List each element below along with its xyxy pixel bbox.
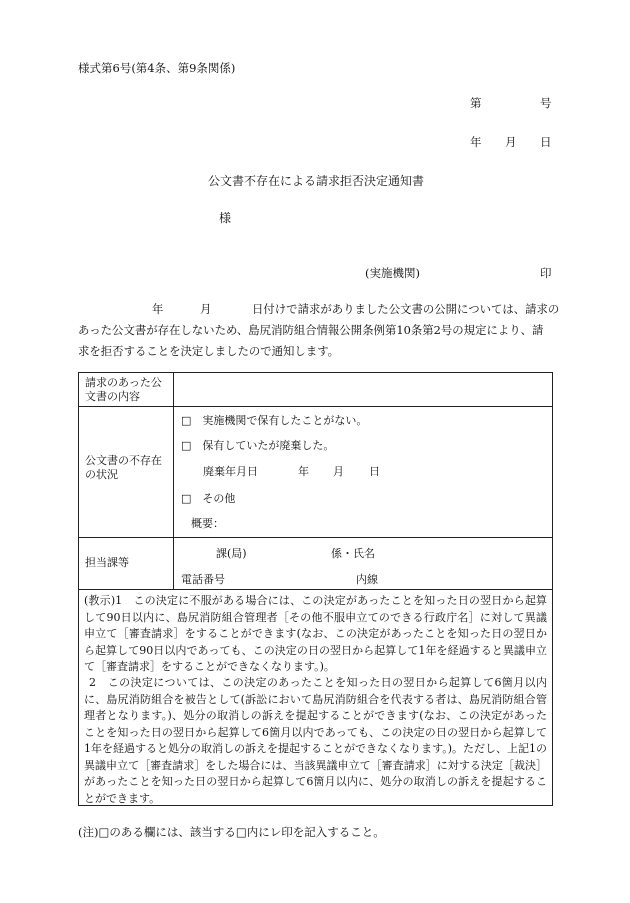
document-number-prefix: 第 bbox=[470, 96, 482, 110]
requested-document-label: 請求のあった公文書の内容 bbox=[85, 376, 162, 403]
nonexistence-status-label: 公文書の不存在の状況 bbox=[85, 454, 162, 481]
nonexistence-status-row bbox=[79, 407, 552, 538]
option-never-held[interactable]: □ 実施機関で保有したことがない。 bbox=[181, 414, 368, 427]
document-title: 公文書不存在による請求拒否決定通知書 bbox=[208, 174, 425, 188]
extension-label: 内線 bbox=[356, 573, 378, 586]
contact-row bbox=[79, 538, 552, 590]
addressee-suffix: 様 bbox=[219, 211, 232, 225]
seal-mark: 印 bbox=[540, 266, 552, 280]
disposal-year: 年 bbox=[298, 465, 309, 478]
option-other[interactable]: □ その他 bbox=[181, 492, 236, 505]
option-disposed[interactable]: □ 保有していたが廃棄した。 bbox=[181, 439, 335, 452]
footnote: (注)□のある欄には、該当する□内にレ印を記入すること。 bbox=[78, 825, 385, 839]
body-line-1: 日付けで請求がありました公文書の公開については、請求の bbox=[252, 302, 560, 316]
disposal-month: 月 bbox=[333, 465, 344, 478]
decision-table bbox=[78, 372, 553, 806]
agency-label: (実施機関) bbox=[365, 266, 420, 280]
contact-label: 担当課等 bbox=[85, 556, 129, 569]
date-day: 日 bbox=[540, 135, 552, 149]
instructions-paragraph-1: (教示)1 この決定に不服がある場合には、この決定があったことを知った日の翌日から起算して90日以内に、島尻消防組合管理者［その他不服申立てのできる行政庁名］に対して異議申立て［審査請求］をすることができます(なお、この決定があったことを知った日の翌日から起算して90日以内であっても、この決定の日の翌日から起算して1年を経過すると異議申立て［審査請求］をすることができなくなります。)。 bbox=[84, 594, 547, 673]
body-line-2: あった公文書が存在しないため、島尻消防組合情報公開条例第10条第2号の規定により、請 bbox=[78, 323, 544, 337]
requested-document-row bbox=[79, 373, 552, 407]
date-year: 年 bbox=[470, 135, 482, 149]
instructions-paragraph-2: 2 この決定については、この決定のあったことを知った日の翌日から起算して6箇月以内に、島尻消防組合を被告として(訴訟において島尻消防組合を代表する者は、島尻消防組合管理者となります。)、処分の取消しの訴えを提起することができます(なお、この決定があったことを知った日の翌日から起算して6箇月以内であっても、この決定の日の翌日から起算して1年を経過すると処分の取消しの訴えを提起することができなくなります。)。ただし、上記1の異議申立て［審査請求］をした場合には、当該異議申立て［審査請求］に対する決定［裁決］があったことを知った日の翌日から起算して6箇月以内に、処分の取消しの訴えを提起することができます。 bbox=[84, 676, 547, 805]
document-number-suffix: 号 bbox=[540, 96, 552, 110]
body-line-3: 求を拒否することを決定しましたので通知します。 bbox=[78, 344, 340, 358]
section-label: 課(局) bbox=[216, 547, 247, 560]
staff-name-label: 係・氏名 bbox=[331, 547, 375, 560]
disposal-day: 日 bbox=[369, 465, 380, 478]
body-month: 月 bbox=[200, 302, 212, 316]
phone-label: 電話番号 bbox=[181, 573, 225, 586]
summary-label: 概要： bbox=[191, 517, 224, 530]
disposal-date-label: 廃棄年月日 bbox=[203, 465, 258, 478]
instructions-row bbox=[79, 590, 552, 805]
body-year: 年 bbox=[152, 302, 164, 316]
date-month: 月 bbox=[505, 135, 517, 149]
form-label: 様式第6号(第4条、第9条関係) bbox=[78, 61, 236, 75]
